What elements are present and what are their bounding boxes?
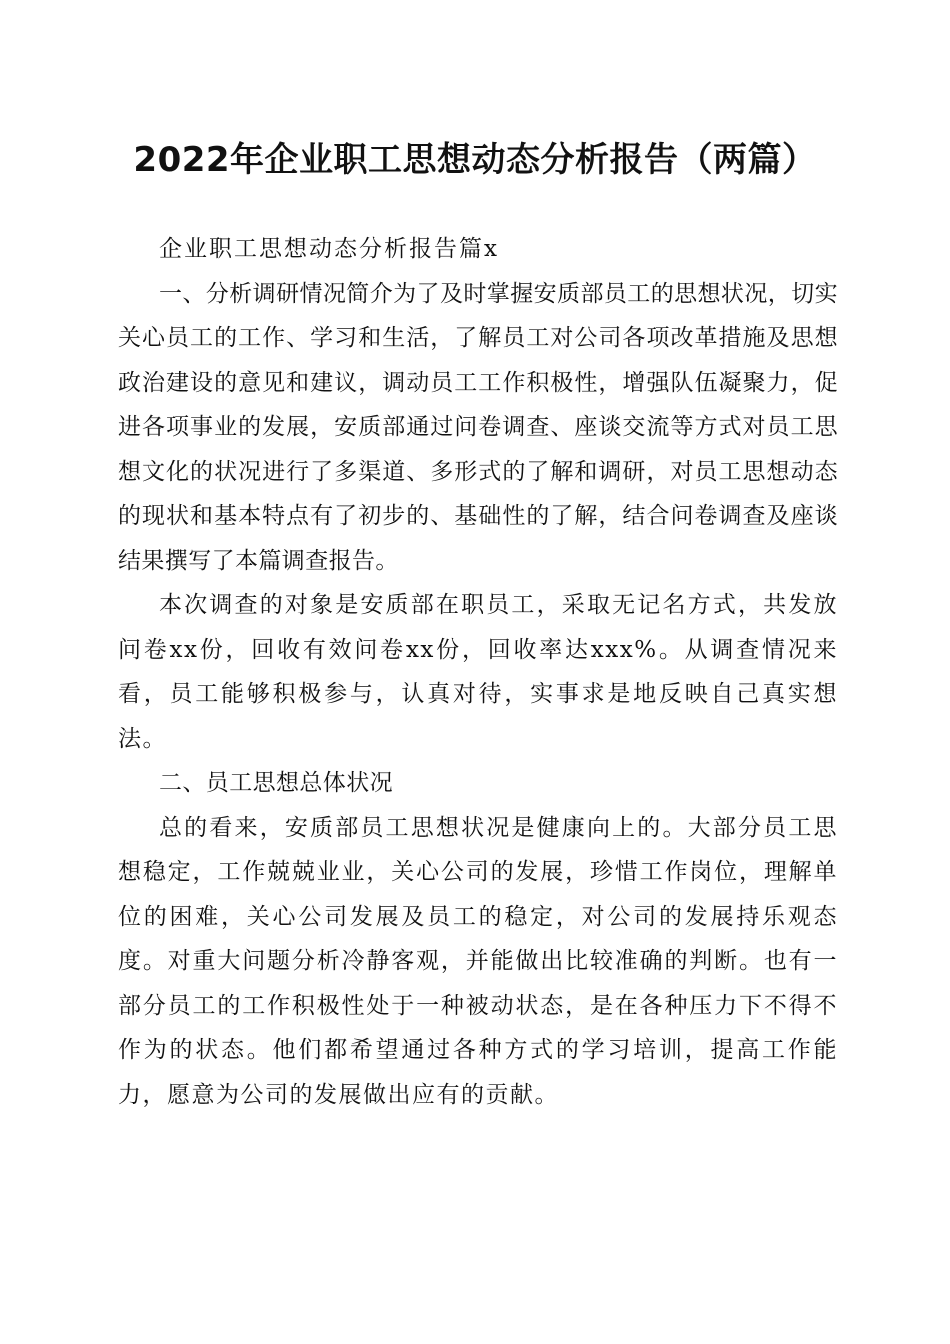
document-body [118,227,838,1117]
paragraph-intro: 一、分析调研情况简介为了及时掌握安质部员工的思想状况，切实关心员工的工作、学习和生活，了解员工对公司各项改革措施及思想政治建设的意见和建议，调动员工工作积极性，增强队伍凝聚力，促进各项事业的发展，安质部通过问卷调查、座谈交流等方式对员工思想文化的状况进行了多渠道、多形式的了解和调研，对员工思想动态的现状和基本特点有了初步的、基础性的了解，结合问卷调查及座谈结果撰写了本篇调查报告。 [118,280,838,574]
paragraph-survey: 本次调查的对象是安质部在职员工，采取无记名方式，共发放问卷xx份，回收有效问卷xx份，回收率达xxx%。从调查情况来看，员工能够积极参与，认真对待，实事求是地反映自己真实想法。 [118,592,838,752]
document-title: 2022年企业职工思想动态分析报告（两篇） [133,140,817,180]
paragraph-overall-status: 总的看来，安质部员工思想状况是健康向上的。大部分员工思想稳定，工作兢兢业业，关心公司的发展，珍惜工作岗位，理解单位的困难，关心公司发展及员工的稳定，对公司的发展持乐观态度。对重大问题分析冷静客观，并能做出比较准确的判断。也有一部分员工的工作积极性处于一种被动状态，是在各种压力下不得不作为的状态。他们都希望通过各种方式的学习培训，提高工作能力，愿意为公司的发展做出应有的贡献。 [118,814,838,1108]
document-subtitle: 企业职工思想动态分析报告篇x [159,236,499,262]
section-heading: 二、员工思想总体状况 [159,770,393,796]
